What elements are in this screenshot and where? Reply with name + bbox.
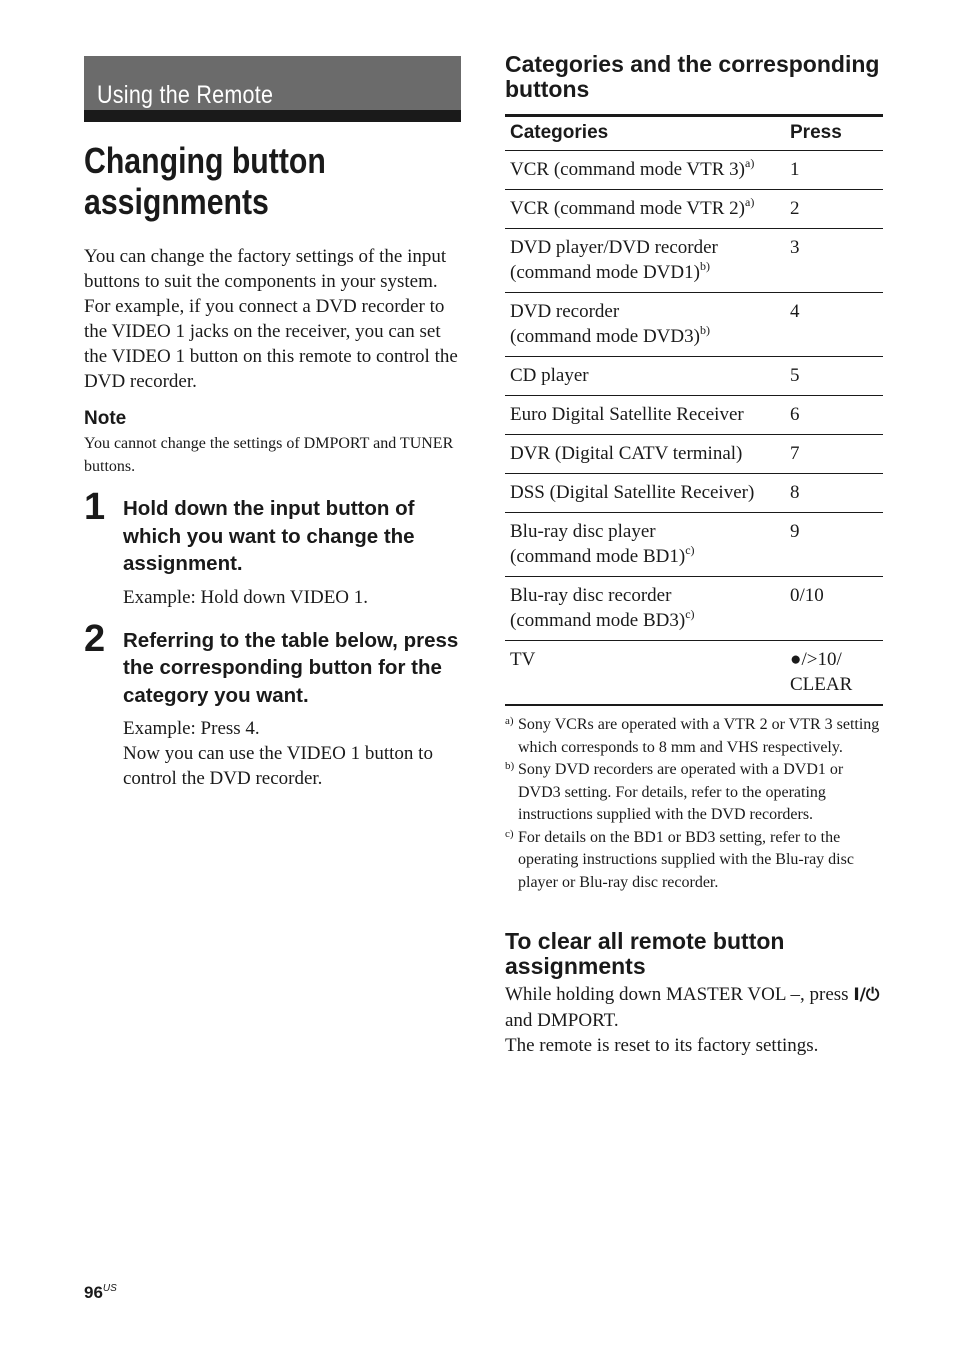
- category-line: VCR (command mode VTR 2)$^{a)}$: [510, 195, 755, 219]
- press-line: 9: [790, 521, 800, 542]
- press-cell: [785, 641, 883, 706]
- press-line: 7: [790, 443, 800, 464]
- table-row: [505, 641, 883, 706]
- table-row: [505, 577, 883, 641]
- column-header-press: Press: [785, 116, 883, 151]
- clear-line-1-suffix: and DMPORT.: [505, 1010, 619, 1031]
- category-cell: [505, 293, 785, 357]
- table-row: [505, 190, 883, 229]
- press-line: ●/>10/: [790, 649, 842, 670]
- page-title: Changing button assignments: [84, 140, 326, 222]
- footnote-text: Sony DVD recorders are operated with a DVD1 or DVD3 setting. For details, refer to the operating instructions supplied with the DVD recorders.: [518, 761, 844, 823]
- category-line: (command mode DVD3)$^{b)}$: [510, 323, 710, 347]
- table-row: [505, 396, 883, 435]
- note-title: Note: [84, 408, 127, 429]
- note-text: You cannot change the settings of DMPORT and TUNER buttons.: [84, 435, 454, 475]
- footnote-text: For details on the BD1 or BD3 setting, refer to the operating instructions supplied with the Blu-ray disc player or Blu-ray disc recorder.: [518, 828, 854, 891]
- category-cell: [505, 435, 785, 474]
- category-line: CD player: [510, 365, 589, 386]
- footnote-mark: b): [505, 760, 515, 772]
- section-banner-label: Using the Remote: [97, 81, 274, 109]
- category-cell: [505, 641, 785, 706]
- press-line: 2: [790, 198, 800, 219]
- category-cell: [505, 396, 785, 435]
- press-line: 3: [790, 237, 800, 258]
- category-cell: [505, 190, 785, 229]
- clear-line-1: [505, 982, 883, 1033]
- press-cell: [785, 151, 883, 190]
- press-cell: [785, 229, 883, 293]
- categories-table-body: [505, 151, 883, 706]
- category-line: VCR (command mode VTR 3)$^{a)}$: [510, 156, 755, 180]
- footnote-marker: c): [685, 543, 695, 557]
- category-cell: [505, 577, 785, 641]
- press-line: 6: [790, 404, 800, 425]
- footnotes: [505, 714, 883, 894]
- category-cell: [505, 513, 785, 577]
- press-cell: [785, 513, 883, 577]
- category-line: TV: [510, 649, 536, 670]
- footnote: [505, 714, 883, 759]
- press-line: CLEAR: [790, 674, 853, 695]
- category-line: DVR (Digital CATV terminal): [510, 443, 743, 464]
- table-row: [505, 474, 883, 513]
- page-number-suffix: US: [102, 1283, 117, 1294]
- step-body-line: Now you can use the VIDEO 1 button to control the DVD recorder.: [123, 743, 433, 789]
- category-line: Blu-ray disc player: [510, 521, 656, 542]
- footnote-marker: a): [745, 156, 755, 170]
- page-number-value: 96: [84, 1283, 103, 1302]
- press-line: 1: [790, 159, 800, 180]
- left-column: [84, 56, 461, 791]
- step-number: 2: [84, 617, 106, 660]
- page-number: [84, 1283, 117, 1303]
- category-line: (command mode DVD1)$^{b)}$: [510, 259, 710, 283]
- table-row: [505, 357, 883, 396]
- press-cell: [785, 190, 883, 229]
- step-body-line: Example: Hold down VIDEO 1.: [123, 586, 369, 608]
- clear-body: [505, 982, 883, 1058]
- categories-heading: Categories and the corresponding buttons: [505, 51, 880, 102]
- footnote-mark: a): [505, 715, 514, 727]
- category-line: DVD recorder: [510, 301, 620, 322]
- footnote-marker: b): [699, 323, 710, 337]
- step-heading: Hold down the input button of which you want to change the assignment.: [123, 497, 415, 575]
- footnote-marker: c): [685, 607, 695, 621]
- category-cell: [505, 151, 785, 190]
- press-line: 5: [790, 365, 800, 386]
- category-line: DSS (Digital Satellite Receiver): [510, 482, 755, 503]
- step-number: 1: [84, 486, 106, 528]
- section-banner: [84, 56, 461, 122]
- column-header-categories: Categories: [505, 116, 785, 151]
- press-cell: [785, 577, 883, 641]
- press-line: 8: [790, 482, 800, 503]
- table-row: [505, 435, 883, 474]
- category-cell: [505, 474, 785, 513]
- category-cell: [505, 357, 785, 396]
- table-row: [505, 151, 883, 190]
- category-line: DVD player/DVD recorder: [510, 237, 718, 258]
- table-header-row: [505, 116, 883, 151]
- press-line: 4: [790, 301, 800, 322]
- press-cell: [785, 293, 883, 357]
- power-icon: I/⏻: [853, 985, 880, 1005]
- category-line: Euro Digital Satellite Receiver: [510, 404, 744, 425]
- category-line: Blu-ray disc recorder: [510, 585, 672, 606]
- step-body-line: Example: Press 4.: [123, 718, 260, 739]
- footnote-marker: a): [745, 195, 755, 209]
- footnote-mark: c): [505, 827, 514, 840]
- press-cell: [785, 474, 883, 513]
- table-row: [505, 513, 883, 577]
- step-1: [84, 486, 461, 610]
- clear-line-1-prefix: While holding down MASTER VOL –, press: [505, 984, 849, 1005]
- step-body: [123, 585, 461, 610]
- step-body: [123, 716, 461, 791]
- step-heading: Referring to the table below, press the corresponding button for the category you want.: [123, 628, 459, 707]
- press-cell: [785, 357, 883, 396]
- clear-line-2: The remote is reset to its factory settings.: [505, 1035, 819, 1056]
- footnote: [505, 759, 883, 827]
- table-row: [505, 293, 883, 357]
- footnote-marker: b): [699, 259, 710, 273]
- step-2: [84, 617, 461, 792]
- right-column: [505, 52, 883, 1058]
- category-line: (command mode BD3)$^{c)}$: [510, 607, 695, 631]
- footnote: [505, 827, 883, 895]
- category-cell: [505, 229, 785, 293]
- footnote-text: Sony VCRs are operated with a VTR 2 or VTR 3 setting which corresponds to 8 mm and VHS respectively.: [518, 716, 880, 756]
- press-cell: [785, 396, 883, 435]
- category-line: (command mode BD1)$^{c)}$: [510, 543, 695, 567]
- clear-heading: To clear all remote button assignments: [505, 928, 785, 979]
- press-cell: [785, 435, 883, 474]
- categories-table: [505, 114, 883, 706]
- table-row: [505, 229, 883, 293]
- intro-paragraph: You can change the factory settings of the input buttons to suit the components in your system. For example, if you connect a DVD recorder to the VIDEO 1 jacks on the receiver, you can set the VIDEO 1 button on this remote to control the DVD recorder.: [84, 246, 458, 392]
- press-line: 0/10: [790, 585, 824, 606]
